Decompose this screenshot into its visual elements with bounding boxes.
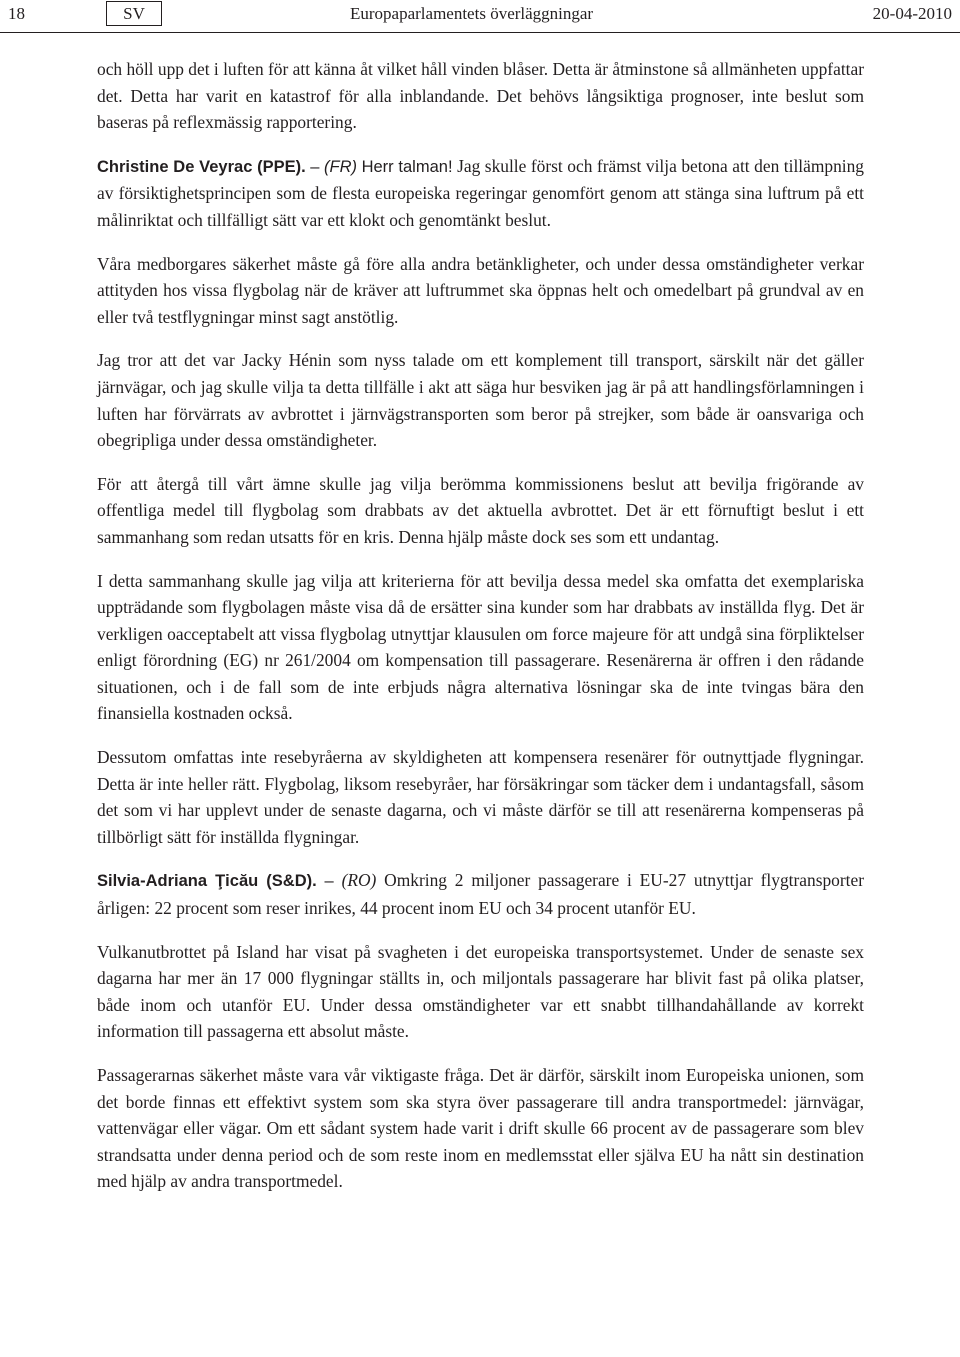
paragraph-8: [97, 867, 864, 921]
speech-text: Jag skulle först och främst vilja betona att den tillämpning av försiktighetsprincipen som de flesta europeiska regeringar genomfört genom att stänga sina luftrum på ett målinriktat och tillfälligt sätt var ett klokt och genomtänkt beslut.: [97, 155, 864, 230]
language-tag: (RO): [341, 870, 377, 891]
publication-date: 20-04-2010: [872, 4, 952, 23]
paragraph-6: I detta sammanhang skulle jag vilja att kriterierna för att bevilja dessa medel ska omfatta det exemplariska uppträdande som flygbolagen måste visa då de ersätter sina kunder som har drabbats av inställda flyg. Det är verkligen oacceptabelt att vissa flygbolag utnyttjar klausulen om force majeure för att undgå sina förpliktelser enligt förordning (EG) nr 261/2004 om kompensation till passagerare. Resenärerna är offren i den rådande situationen, och i de fall som de inte erbjuds några alternativa lösningar ska de inte tvingas bära den finansiella kostnaden också.: [97, 570, 864, 724]
speech-dash: –: [324, 872, 334, 891]
paragraph-9: Vulkanutbrottet på Island har visat på svagheten i det europeiska transportsystemet. Under de senaste sex dagarna har mer än 17 000 flygningar ställts in, och miljontals passagerare har blivit fast på olika platser, både inom och utanför EU. Under dessa omständigheter var ett snabbt tillhandahållande av korrekt information till passagerna ett absolut måste.: [97, 941, 864, 1042]
header-divider: [0, 32, 960, 33]
publication-title: Europaparlamentets överläggningar: [350, 4, 594, 23]
language-badge: SV: [106, 1, 162, 26]
page-header: [0, 0, 960, 30]
speaker-name: Silvia-Adriana Ţicău (S&D).: [97, 872, 317, 891]
paragraph-2: [97, 153, 864, 234]
document-body: [97, 56, 864, 1212]
speech-dash: –: [310, 157, 320, 176]
paragraph-4: Jag tror att det var Jacky Hénin som nyss talade om ett komplement till transport, särskilt när det gäller järnvägar, och jag skulle vilja ta detta tillfälle i akt att säga hur besviken jag är på att handlingsförlamningen i luften har förvärrats av avbrottet i järnvägstransporten som beror på strejker, som både är oansvariga och obegripliga under dessa omständigheter.: [97, 350, 864, 451]
speech-text: Omkring 2 miljoner passagerare i EU-27 utnyttjar flygtransporter årligen: 22 procent som reser inrikes, 44 procent inom EU och 34 procent utanför EU.: [97, 870, 864, 919]
paragraph-1: och höll upp det i luften för att känna åt vilket håll vinden blåser. Detta är åtminstone så allmänheten uppfattar det. Detta har varit en katastrof för alla inblandande. Det behövs långsiktiga prognoser, inte beslut som baseras på reflexmässig rapportering.: [97, 59, 864, 133]
greeting: Herr talman!: [361, 157, 453, 176]
paragraph-10: Passagerarnas säkerhet måste vara vår viktigaste fråga. Det är därför, särskilt inom Europeiska unionen, som det borde finnas ett effektivt system som ska styra över passagerare till andra transportmedel: järnvägar, vattenvägar eller vägar. Om ett sådant system hade varit i drift skulle 66 procent av de passagerare som blev strandsatta under denna period och de som reste inom en medlemsstat eller själva EU ha nått sin destination med hjälp av andra transportmedel.: [97, 1065, 864, 1192]
speaker-name: Christine De Veyrac (PPE).: [97, 157, 306, 176]
paragraph-5: För att återgå till vårt ämne skulle jag vilja berömma kommissionens beslut att bevilja frigörande av offentliga medel till flygbolag som drabbats av det aktuella avbrottet. Det är ett förnuftigt beslut i ett sammanhang som redan utsatts för en kris. Denna hjälp måste dock ses som ett undantag.: [97, 473, 864, 547]
paragraph-3: Våra medborgares säkerhet måste gå före alla andra betänkligheter, och under dessa omständigheter verkar attityden hos vissa flygbolag när de kräver att luftrummet ska öppnas helt och omedelbart på grundval av en eller två testflygningar minst sagt anstötlig.: [97, 253, 864, 327]
language-tag: (FR): [324, 157, 358, 176]
page-number: 18: [8, 4, 25, 23]
paragraph-7: Dessutom omfattas inte resebyråerna av skyldigheten att kompensera resenärer för outnyttjade flygningar. Detta är inte heller rätt. Flygbolag, liksom resebyråer, har försäkringar som täcker dem i undantagsfall, såsom det som vi har upplevt under de senaste dagarna, och vi måste därför se till att resenärerna kompenseras på tillbörligt sätt för inställda flygningar.: [97, 747, 864, 847]
